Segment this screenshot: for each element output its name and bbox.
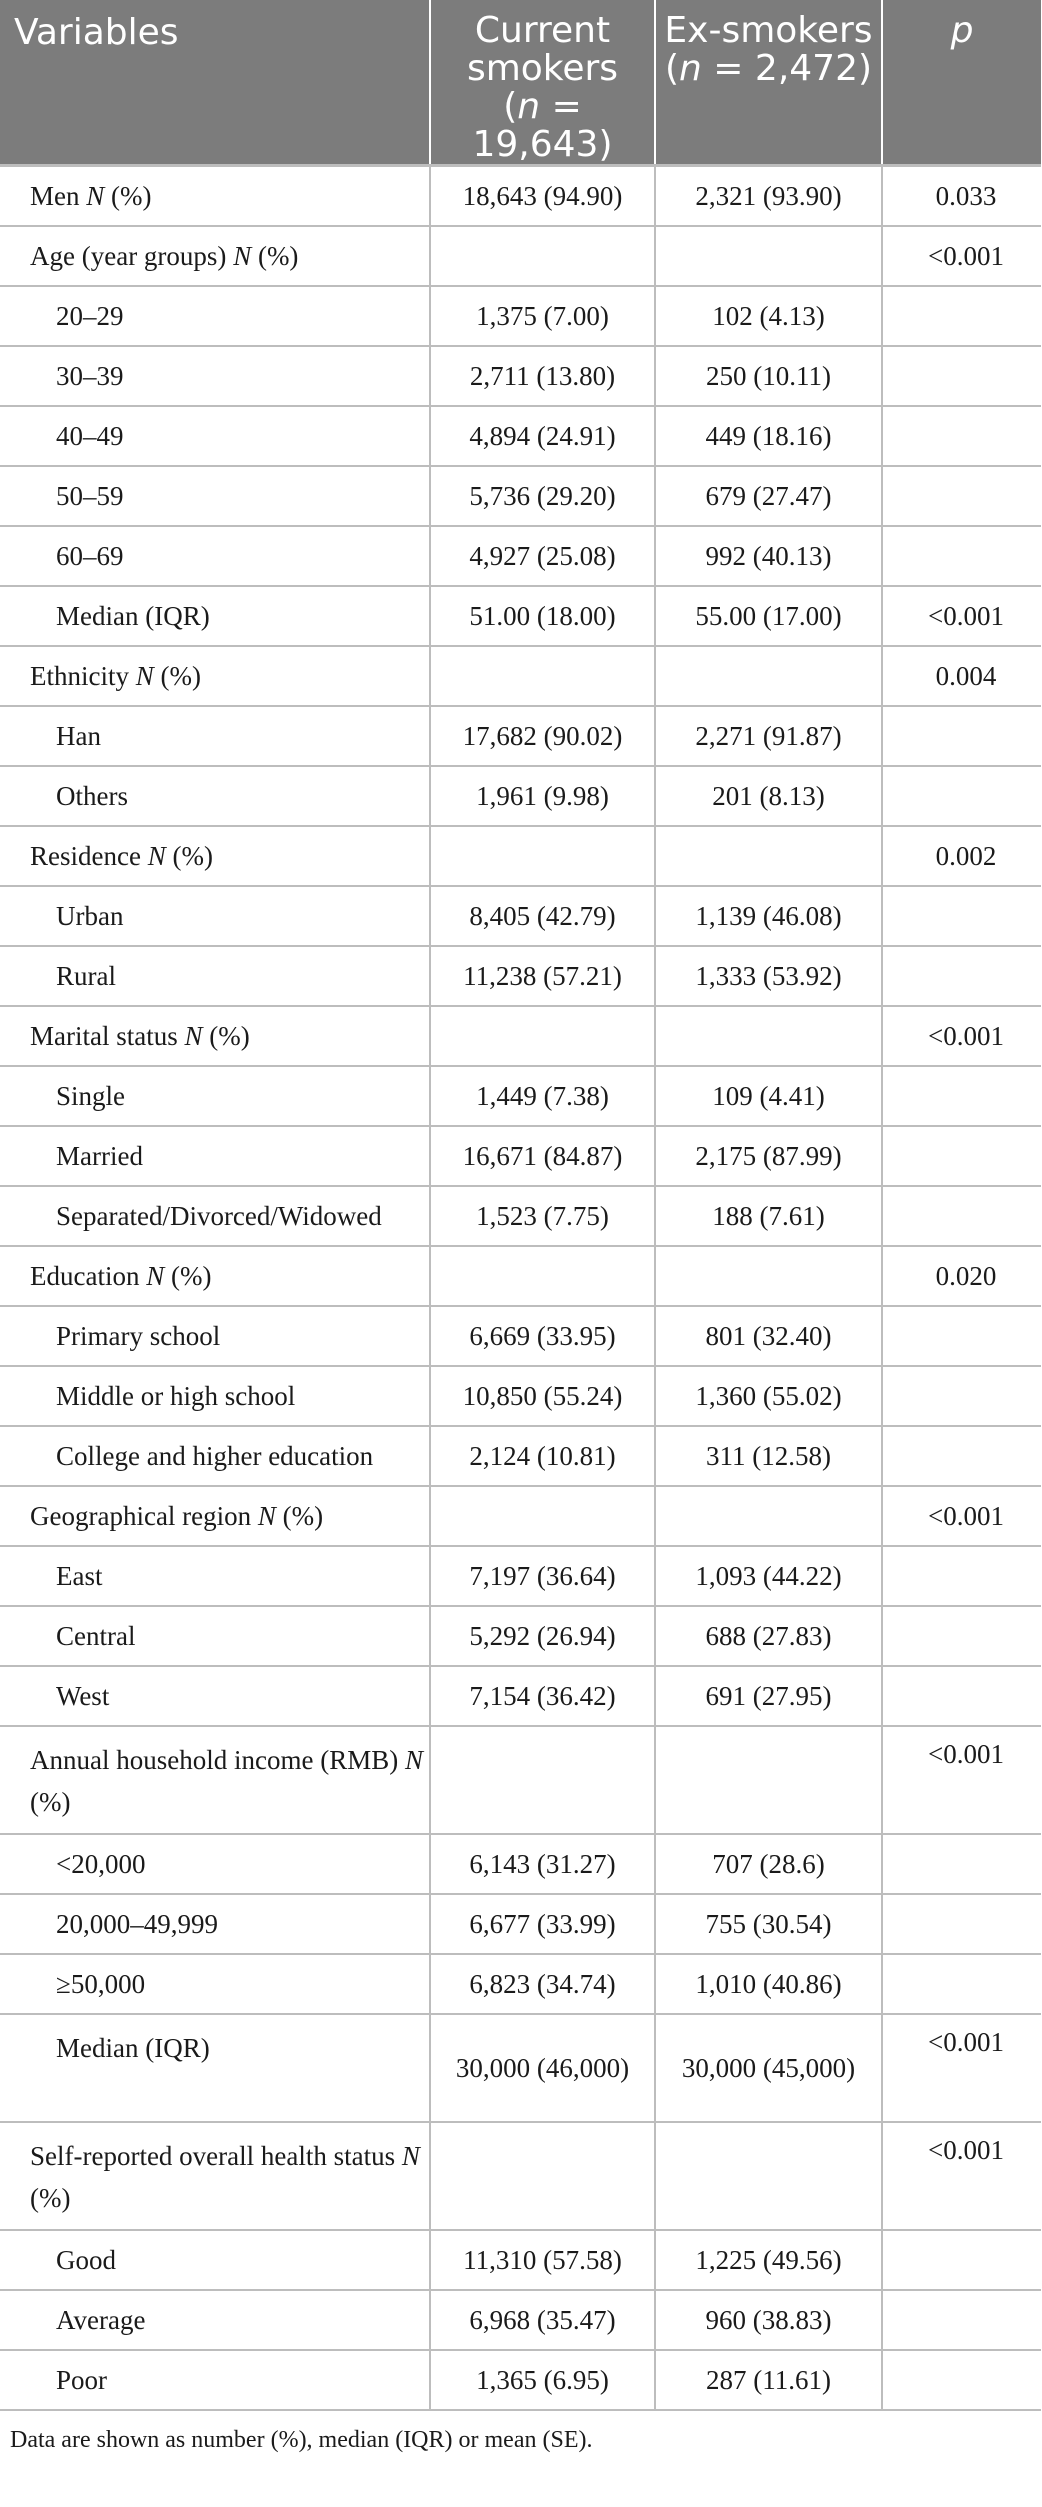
variable-cell xyxy=(0,2014,430,2122)
p-value-cell xyxy=(882,1894,1041,1954)
variable-cell xyxy=(0,1126,430,1186)
current-smokers-cell: 11,238 (57.21) xyxy=(430,946,655,1006)
ex-smokers-cell: 1,360 (55.02) xyxy=(655,1366,882,1426)
p-value-cell xyxy=(882,1186,1041,1246)
current-smokers-cell xyxy=(430,826,655,886)
ex-smokers-cell xyxy=(655,226,882,286)
variable-label: Median (IQR) xyxy=(56,2033,210,2063)
variable-unit: (%) xyxy=(30,1787,71,1817)
p-value-cell: 0.033 xyxy=(882,166,1041,227)
variable-cell xyxy=(0,166,430,227)
variable-label: Others xyxy=(56,780,128,811)
table-row xyxy=(0,2122,1041,2230)
variable-label: 40–49 xyxy=(56,420,124,451)
table-row xyxy=(0,1366,1041,1426)
p-value-cell xyxy=(882,1306,1041,1366)
variable-label: 50–59 xyxy=(56,480,124,511)
current-smokers-cell: 30,000 (46,000) xyxy=(430,2014,655,2122)
current-smokers-cell xyxy=(430,1246,655,1306)
variable-cell xyxy=(0,286,430,346)
p-value-cell xyxy=(882,766,1041,826)
table-row xyxy=(0,346,1041,406)
variable-unit: (%) xyxy=(164,1260,212,1291)
p-value-cell: <0.001 xyxy=(882,1006,1041,1066)
p-value-cell xyxy=(882,886,1041,946)
table-row xyxy=(0,826,1041,886)
current-smokers-cell: 4,894 (24.91) xyxy=(430,406,655,466)
table-header xyxy=(0,0,1041,166)
p-value-cell: 0.004 xyxy=(882,646,1041,706)
table-row xyxy=(0,2350,1041,2410)
variable-n-symbol: N xyxy=(147,840,166,871)
header-current-title: Current smokers xyxy=(466,10,619,89)
ex-smokers-cell: 679 (27.47) xyxy=(655,466,882,526)
ex-smokers-cell: 55.00 (17.00) xyxy=(655,586,882,646)
variable-label: 20,000–49,999 xyxy=(56,1908,218,1939)
p-value-cell xyxy=(882,1546,1041,1606)
variable-label: 60–69 xyxy=(56,540,124,571)
variable-cell xyxy=(0,946,430,1006)
ex-smokers-cell xyxy=(655,1486,882,1546)
ex-smokers-cell: 102 (4.13) xyxy=(655,286,882,346)
variable-cell xyxy=(0,466,430,526)
variable-label: Separated/Divorced/Widowed xyxy=(56,1200,382,1231)
table-row xyxy=(0,1894,1041,1954)
variable-label: East xyxy=(56,1560,103,1591)
current-smokers-cell: 11,310 (57.58) xyxy=(430,2230,655,2290)
header-current-n-label: n xyxy=(517,86,541,127)
p-value-cell xyxy=(882,2230,1041,2290)
ex-smokers-cell: 2,321 (93.90) xyxy=(655,166,882,227)
ex-smokers-cell: 992 (40.13) xyxy=(655,526,882,586)
current-smokers-cell: 17,682 (90.02) xyxy=(430,706,655,766)
table-row xyxy=(0,646,1041,706)
current-smokers-cell: 10,850 (55.24) xyxy=(430,1366,655,1426)
variable-cell xyxy=(0,2290,430,2350)
current-smokers-cell: 8,405 (42.79) xyxy=(430,886,655,946)
ex-smokers-cell: 449 (18.16) xyxy=(655,406,882,466)
variable-cell xyxy=(0,406,430,466)
table-row xyxy=(0,586,1041,646)
p-value-cell xyxy=(882,1666,1041,1726)
header-ex-title: Ex-smokers xyxy=(664,10,873,51)
header-p-value: p xyxy=(882,0,1041,166)
variable-n-symbol: N xyxy=(184,1020,203,1051)
variable-cell xyxy=(0,1894,430,1954)
p-value-cell: 0.020 xyxy=(882,1246,1041,1306)
variable-unit: (%) xyxy=(202,1020,250,1051)
ex-smokers-cell: 250 (10.11) xyxy=(655,346,882,406)
current-smokers-cell xyxy=(430,2122,655,2230)
current-smokers-cell: 1,523 (7.75) xyxy=(430,1186,655,1246)
variable-cell xyxy=(0,1426,430,1486)
table-row xyxy=(0,1606,1041,1666)
variable-cell xyxy=(0,1954,430,2014)
table-footnote: Data are shown as number (%), median (IQR) or mean (SE). xyxy=(10,2427,593,2453)
table-row xyxy=(0,1486,1041,1546)
ex-smokers-cell xyxy=(655,1726,882,1834)
table-row xyxy=(0,946,1041,1006)
current-smokers-cell xyxy=(430,226,655,286)
variable-cell xyxy=(0,886,430,946)
current-smokers-cell: 2,124 (10.81) xyxy=(430,1426,655,1486)
table-row xyxy=(0,1246,1041,1306)
ex-smokers-cell: 801 (32.40) xyxy=(655,1306,882,1366)
header-variables: Variables xyxy=(0,0,430,166)
current-smokers-cell: 18,643 (94.90) xyxy=(430,166,655,227)
current-smokers-cell: 5,292 (26.94) xyxy=(430,1606,655,1666)
variable-label: Residence xyxy=(30,840,141,871)
header-ex-smokers: Ex-smokers (n = 2,472) xyxy=(655,0,882,166)
ex-smokers-cell: 1,333 (53.92) xyxy=(655,946,882,1006)
ex-smokers-cell xyxy=(655,646,882,706)
current-smokers-cell xyxy=(430,646,655,706)
current-smokers-cell: 7,154 (36.42) xyxy=(430,1666,655,1726)
ex-smokers-cell: 1,010 (40.86) xyxy=(655,1954,882,2014)
p-value-cell: <0.001 xyxy=(882,1486,1041,1546)
variable-cell xyxy=(0,1006,430,1066)
variable-label: 20–29 xyxy=(56,300,124,331)
table-row xyxy=(0,1726,1041,1834)
variable-label: Urban xyxy=(56,900,124,931)
p-value-cell xyxy=(882,2290,1041,2350)
variable-label: Education xyxy=(30,1260,140,1291)
p-value-cell xyxy=(882,706,1041,766)
variable-cell xyxy=(0,1486,430,1546)
p-value-cell: <0.001 xyxy=(882,226,1041,286)
table-row xyxy=(0,2014,1041,2122)
variable-label: Good xyxy=(56,2244,116,2275)
current-smokers-cell: 6,143 (31.27) xyxy=(430,1834,655,1894)
table-row xyxy=(0,766,1041,826)
current-smokers-cell: 6,677 (33.99) xyxy=(430,1894,655,1954)
variable-label: Single xyxy=(56,1080,126,1111)
variable-cell xyxy=(0,1666,430,1726)
header-current-n-value: = 19,643) xyxy=(472,86,613,165)
variable-n-symbol: N xyxy=(257,1500,276,1531)
variable-label: Ethnicity xyxy=(30,660,129,691)
current-smokers-cell: 6,669 (33.95) xyxy=(430,1306,655,1366)
p-value-cell xyxy=(882,526,1041,586)
ex-smokers-cell: 1,093 (44.22) xyxy=(655,1546,882,1606)
p-value-cell: <0.001 xyxy=(882,2014,1041,2122)
variable-unit: (%) xyxy=(165,840,213,871)
table-row xyxy=(0,526,1041,586)
ex-smokers-cell: 755 (30.54) xyxy=(655,1894,882,1954)
current-smokers-cell: 6,968 (35.47) xyxy=(430,2290,655,2350)
variable-label: Geographical region xyxy=(30,1500,252,1531)
variable-cell xyxy=(0,1066,430,1126)
variable-cell xyxy=(0,2230,430,2290)
header-ex-n-value: = 2,472) xyxy=(701,48,873,89)
variable-cell xyxy=(0,1246,430,1306)
variable-cell xyxy=(0,2350,430,2410)
variable-unit: (%) xyxy=(153,660,201,691)
table-row xyxy=(0,1546,1041,1606)
variable-cell xyxy=(0,1186,430,1246)
variable-unit: (%) xyxy=(104,180,152,211)
p-value-cell xyxy=(882,1606,1041,1666)
variable-cell xyxy=(0,346,430,406)
variable-cell xyxy=(0,1546,430,1606)
variable-label: Average xyxy=(56,2304,146,2335)
current-smokers-cell: 1,961 (9.98) xyxy=(430,766,655,826)
current-smokers-cell: 1,365 (6.95) xyxy=(430,2350,655,2410)
table-row xyxy=(0,706,1041,766)
current-smokers-cell: 1,449 (7.38) xyxy=(430,1066,655,1126)
ex-smokers-cell: 287 (11.61) xyxy=(655,2350,882,2410)
variable-cell xyxy=(0,646,430,706)
variable-label: Marital status xyxy=(30,1020,178,1051)
current-smokers-cell xyxy=(430,1486,655,1546)
ex-smokers-cell xyxy=(655,1246,882,1306)
variable-n-symbol: N xyxy=(404,1745,423,1775)
table-row xyxy=(0,886,1041,946)
variable-cell xyxy=(0,526,430,586)
ex-smokers-cell: 30,000 (45,000) xyxy=(655,2014,882,2122)
variable-label: West xyxy=(56,1680,110,1711)
p-value-cell xyxy=(882,406,1041,466)
variable-label: Married xyxy=(56,1140,143,1171)
ex-smokers-cell: 109 (4.41) xyxy=(655,1066,882,1126)
ex-smokers-cell xyxy=(655,1006,882,1066)
variable-n-symbol: N xyxy=(146,1260,165,1291)
table-row xyxy=(0,1426,1041,1486)
p-value-cell xyxy=(882,466,1041,526)
table-row xyxy=(0,166,1041,227)
variable-cell xyxy=(0,1306,430,1366)
variable-label: College and higher education xyxy=(56,1440,374,1471)
ex-smokers-cell: 201 (8.13) xyxy=(655,766,882,826)
variable-unit: (%) xyxy=(30,2183,71,2213)
current-smokers-cell: 6,823 (34.74) xyxy=(430,1954,655,2014)
variable-label: ≥50,000 xyxy=(56,1968,146,1999)
table-row xyxy=(0,466,1041,526)
ex-smokers-cell: 188 (7.61) xyxy=(655,1186,882,1246)
variable-label: Men xyxy=(30,180,80,211)
variable-cell xyxy=(0,1726,430,1834)
variable-cell xyxy=(0,1366,430,1426)
variable-label: Self-reported overall health status xyxy=(30,2141,396,2171)
current-smokers-cell: 51.00 (18.00) xyxy=(430,586,655,646)
current-smokers-cell: 5,736 (29.20) xyxy=(430,466,655,526)
current-smokers-cell: 4,927 (25.08) xyxy=(430,526,655,586)
p-value-cell xyxy=(882,1126,1041,1186)
table-row xyxy=(0,1186,1041,1246)
current-smokers-cell: 7,197 (36.64) xyxy=(430,1546,655,1606)
p-value-cell xyxy=(882,1066,1041,1126)
variable-label: Primary school xyxy=(56,1320,221,1351)
variable-cell xyxy=(0,706,430,766)
ex-smokers-cell: 2,271 (91.87) xyxy=(655,706,882,766)
ex-smokers-cell: 960 (38.83) xyxy=(655,2290,882,2350)
table-row xyxy=(0,1006,1041,1066)
table-row xyxy=(0,406,1041,466)
header-ex-n-label: n xyxy=(679,48,702,89)
table-row xyxy=(0,1126,1041,1186)
variable-n-symbol: N xyxy=(401,2141,420,2171)
ex-smokers-cell: 2,175 (87.99) xyxy=(655,1126,882,1186)
current-smokers-cell: 1,375 (7.00) xyxy=(430,286,655,346)
p-value-cell xyxy=(882,2350,1041,2410)
ex-smokers-cell xyxy=(655,2122,882,2230)
variable-unit: (%) xyxy=(275,1500,324,1531)
variable-cell xyxy=(0,1606,430,1666)
table-row xyxy=(0,1306,1041,1366)
p-value-cell xyxy=(882,1834,1041,1894)
table-row xyxy=(0,286,1041,346)
p-value-cell xyxy=(882,946,1041,1006)
variable-label: Rural xyxy=(56,960,116,991)
table-row xyxy=(0,1666,1041,1726)
table-row xyxy=(0,2230,1041,2290)
variable-n-symbol: N xyxy=(135,660,154,691)
variable-label: Age (year groups) xyxy=(30,240,227,271)
variable-label: Annual household income (RMB) xyxy=(30,1745,399,1775)
variable-label: Poor xyxy=(56,2364,108,2395)
p-value-cell: <0.001 xyxy=(882,1726,1041,1834)
variable-cell xyxy=(0,226,430,286)
table-row xyxy=(0,2290,1041,2350)
variable-cell xyxy=(0,766,430,826)
variable-cell xyxy=(0,826,430,886)
variable-cell xyxy=(0,586,430,646)
table-body xyxy=(0,166,1041,2411)
p-value-cell xyxy=(882,346,1041,406)
variable-n-symbol: N xyxy=(86,180,105,211)
current-smokers-cell: 16,671 (84.87) xyxy=(430,1126,655,1186)
variable-label: 30–39 xyxy=(56,360,124,391)
table-row xyxy=(0,1954,1041,2014)
variable-n-symbol: N xyxy=(233,240,252,271)
current-smokers-cell xyxy=(430,1006,655,1066)
current-smokers-cell xyxy=(430,1726,655,1834)
current-smokers-cell: 2,711 (13.80) xyxy=(430,346,655,406)
table-row xyxy=(0,1066,1041,1126)
table-row xyxy=(0,1834,1041,1894)
p-value-cell xyxy=(882,1426,1041,1486)
variable-label: Han xyxy=(56,720,101,751)
ex-smokers-cell xyxy=(655,826,882,886)
variable-label: Middle or high school xyxy=(56,1380,296,1411)
p-value-cell: <0.001 xyxy=(882,586,1041,646)
p-value-cell xyxy=(882,1366,1041,1426)
p-value-cell: <0.001 xyxy=(882,2122,1041,2230)
variable-unit: (%) xyxy=(251,240,299,271)
p-value-cell: 0.002 xyxy=(882,826,1041,886)
variable-label: Median (IQR) xyxy=(56,600,210,631)
ex-smokers-cell: 691 (27.95) xyxy=(655,1666,882,1726)
variable-label: <20,000 xyxy=(56,1848,146,1879)
ex-smokers-cell: 688 (27.83) xyxy=(655,1606,882,1666)
header-current-smokers: Current smokers (n = 19,643) xyxy=(430,0,655,166)
ex-smokers-cell: 1,139 (46.08) xyxy=(655,886,882,946)
table-row xyxy=(0,226,1041,286)
variable-label: Central xyxy=(56,1620,136,1651)
p-value-cell xyxy=(882,1954,1041,2014)
ex-smokers-cell: 311 (12.58) xyxy=(655,1426,882,1486)
ex-smokers-cell: 707 (28.6) xyxy=(655,1834,882,1894)
p-value-cell xyxy=(882,286,1041,346)
variable-cell xyxy=(0,2122,430,2230)
ex-smokers-cell: 1,225 (49.56) xyxy=(655,2230,882,2290)
variable-cell xyxy=(0,1834,430,1894)
